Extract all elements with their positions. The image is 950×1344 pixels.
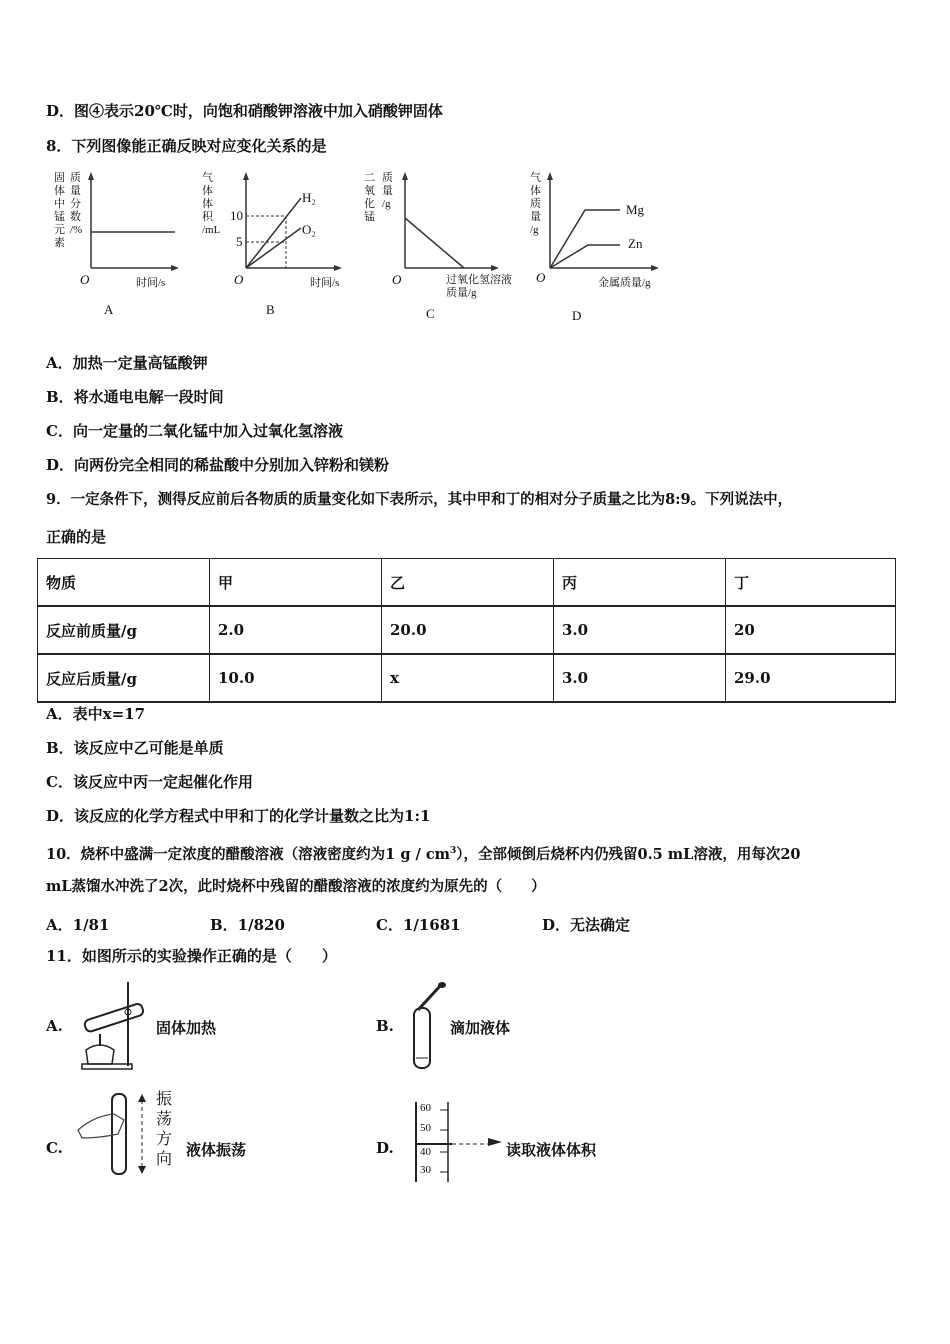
q10-option-d: D．无法确定 bbox=[542, 916, 631, 934]
graph-a: 固 体 中 锰 元 素 质 量 分 数 /% O 时间/s A bbox=[40, 168, 200, 318]
graduated-cylinder-icon: 60 50 40 30 bbox=[412, 1100, 512, 1188]
q8-stem: 8．下列图像能正确反映对应变化关系的是 bbox=[46, 137, 327, 155]
table-row: 反应后质量/g 10.0 x 3.0 29.0 bbox=[38, 654, 896, 702]
graph-d-letter: D bbox=[572, 308, 582, 323]
q9-option-d: D．该反应的化学方程式中甲和丁的化学计量数之比为1:1 bbox=[46, 807, 431, 825]
graph-c-letter: C bbox=[426, 306, 435, 321]
q10-stem-line2: mL蒸馏水冲洗了2次，此时烧杯中残留的醋酸溶液的浓度约为原先的（ ） bbox=[46, 878, 546, 895]
graph-c: 二 氧 化 锰 质 量 /g O 过氧化氢溶液质量/g C bbox=[360, 168, 520, 318]
q10-option-b: B．1/820 bbox=[210, 916, 285, 934]
q11-option-d-letter: D. bbox=[376, 1139, 394, 1157]
q11-option-a-letter: A. bbox=[46, 1017, 63, 1035]
q11-stem: 11．如图所示的实验操作正确的是（ ） bbox=[46, 947, 337, 965]
graph-d: 气 体 质 量 /g Mg Zn O 金属质量/g D bbox=[520, 168, 680, 318]
q11-option-d-label: 读取液体体积 bbox=[506, 1141, 597, 1159]
heating-apparatus-icon bbox=[78, 980, 150, 1076]
q9-stem-line2: 正确的是 bbox=[46, 528, 107, 546]
q11-option-c-letter: C. bbox=[46, 1139, 63, 1157]
graph-b: 气 体 体 积 /mL 10 5 H₂ O₂ O 时间/s B bbox=[198, 168, 358, 318]
q11-option-b-label: 滴加液体 bbox=[450, 1019, 511, 1037]
shaking-direction-label: 振 荡 方 向 bbox=[156, 1091, 173, 1168]
q8-option-d: D．向两份完全相同的稀盐酸中分别加入锌粉和镁粉 bbox=[46, 456, 390, 474]
graph-a-letter: A bbox=[104, 302, 114, 317]
graph-b-plot bbox=[198, 168, 358, 318]
q11-option-c-label: 液体振荡 bbox=[186, 1141, 247, 1159]
q10-option-a: A．1/81 bbox=[46, 916, 110, 934]
q9-option-b: B．该反应中乙可能是单质 bbox=[46, 739, 224, 757]
q7-option-d: D．图④表示20℃时，向饱和硝酸钾溶液中加入硝酸钾固体 bbox=[46, 102, 443, 120]
q8-option-b: B．将水通电电解一段时间 bbox=[46, 388, 224, 406]
q8-option-c: C．向一定量的二氧化锰中加入过氧化氢溶液 bbox=[46, 422, 343, 440]
dropper-test-tube-icon bbox=[404, 980, 454, 1076]
q10-stem-line1: 10．烧杯中盛满一定浓度的醋酸溶液（溶液密度约为1 g / $cm^3$），全部倾倒后烧杯内仍残留0.5 mL溶液，用每次20 bbox=[46, 845, 801, 863]
q9-option-a: A．表中x=17 bbox=[46, 705, 146, 723]
test-tube-shaking-icon bbox=[74, 1090, 154, 1184]
table-row: 反应前质量/g 2.0 20.0 3.0 20 bbox=[38, 606, 896, 654]
table-header-row: 物质 甲 乙 丙 丁 bbox=[38, 559, 896, 607]
q9-option-c: C．该反应中丙一定起催化作用 bbox=[46, 773, 253, 791]
graph-b-letter: B bbox=[266, 302, 275, 317]
q11-option-a-label: 固体加热 bbox=[156, 1019, 217, 1037]
q8-option-a: A．加热一定量高锰酸钾 bbox=[46, 354, 208, 372]
q9-table bbox=[37, 558, 896, 703]
q9-stem-line1: 9．一定条件下，测得反应前后各物质的质量变化如下表所示，其中甲和丁的相对分子质量之比为8:9。下列说法中， bbox=[46, 491, 793, 508]
q10-option-c: C．1/1681 bbox=[376, 916, 461, 934]
q11-option-b-letter: B. bbox=[376, 1017, 394, 1035]
